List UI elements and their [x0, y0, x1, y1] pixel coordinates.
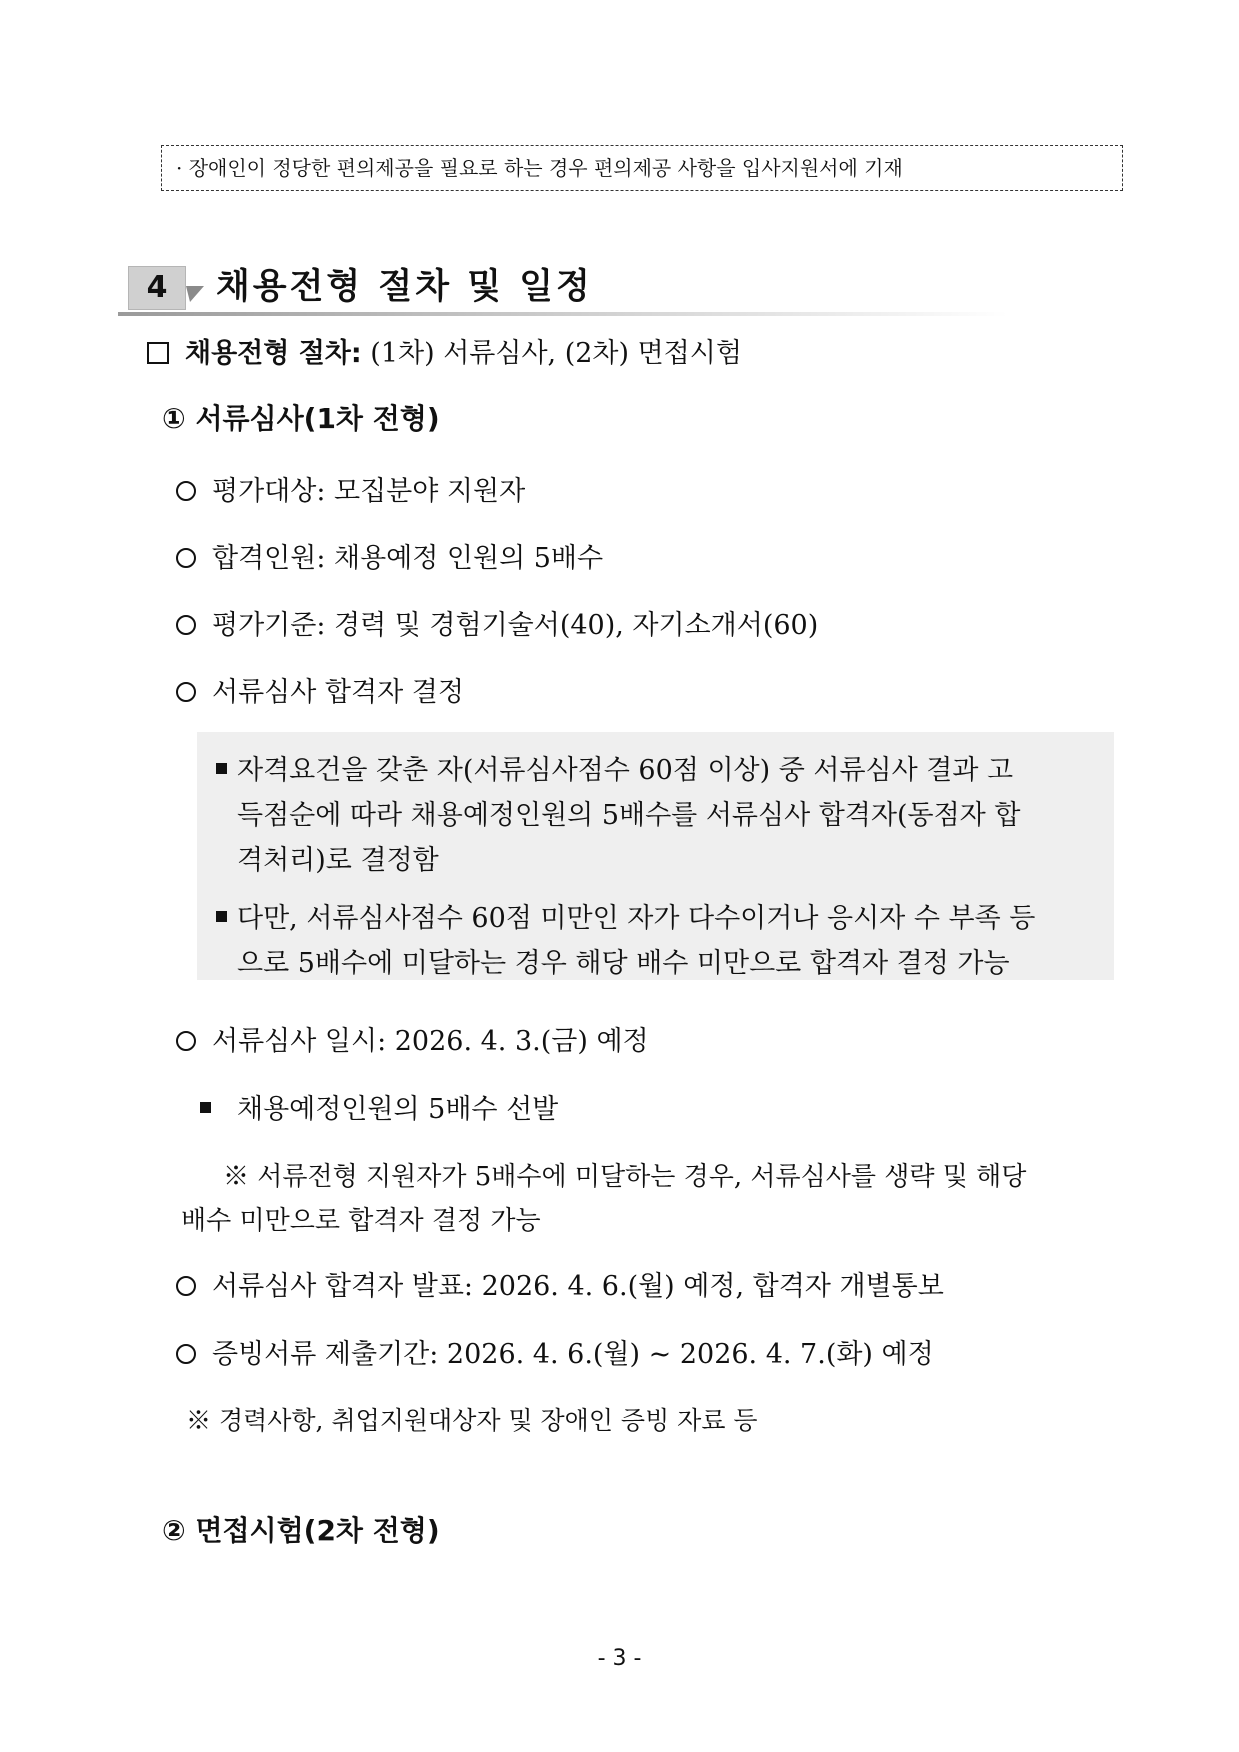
circle-bullet-icon — [176, 682, 196, 702]
list-item-text: 서류심사 일시: 2026. 4. 3.(금) 예정 — [212, 1026, 649, 1057]
list-item-text: 증빙서류 제출기간: 2026. 4. 6.(월) ~ 2026. 4. 7.(화) 예정 — [212, 1339, 934, 1370]
list-item — [176, 1025, 649, 1059]
decision-note-line: 격처리)로 결정함 — [237, 845, 439, 876]
list-item-text: 평가대상: 모집분야 지원자 — [212, 476, 526, 507]
square-bullet-icon — [216, 911, 227, 922]
section-title: 채용전형 절차 및 일정 — [216, 267, 593, 307]
page-number: - 3 - — [597, 1646, 642, 1671]
circle-bullet-icon — [176, 1344, 196, 1364]
circle-bullet-icon — [176, 615, 196, 635]
list-item-text: 서류심사 합격자 결정 — [212, 677, 464, 708]
list-item-text: 평가기준: 경력 및 경험기술서(40), 자기소개서(60) — [212, 610, 819, 641]
decision-note-line: 득점순에 따라 채용예정인원의 5배수를 서류심사 합격자(동점자 합 — [237, 800, 1021, 831]
selection-text: 채용예정인원의 5배수 선발 — [237, 1094, 559, 1125]
list-item — [176, 542, 603, 576]
section-number: 4 — [128, 266, 186, 310]
list-item-text: 합격인원: 채용예정 인원의 5배수 — [212, 543, 604, 574]
list-item — [176, 1338, 934, 1372]
circle-bullet-icon — [176, 1276, 196, 1296]
list-item — [176, 676, 464, 710]
circle-bullet-icon — [176, 548, 196, 568]
circle-bullet-icon — [176, 1031, 196, 1051]
selection-line — [200, 1093, 558, 1127]
decision-note-text: 자격요건을 갖춘 자(서류심사점수 60점 이상) 중 서류심사 결과 고 — [237, 755, 1014, 786]
decision-note-line: 으로 5배수에 미달하는 경우 해당 배수 미만으로 합격자 결정 가능 — [237, 948, 1010, 979]
procedure-label: 채용전형 절차: — [185, 338, 362, 369]
documents-note: ※ 경력사항, 취업지원대상자 및 장애인 증빙 자료 등 — [186, 1406, 758, 1435]
decision-note-line — [216, 754, 1013, 788]
checkbox-square-icon — [147, 342, 169, 364]
decision-note-text: 다만, 서류심사점수 60점 미만인 자가 다수이거나 응시자 수 부족 등 — [237, 903, 1036, 934]
decision-note-line — [216, 902, 1035, 936]
list-item — [176, 1270, 944, 1304]
circle-bullet-icon — [176, 481, 196, 501]
list-item — [176, 475, 525, 509]
remark-line: 배수 미만으로 합격자 결정 가능 — [181, 1206, 541, 1236]
square-bullet-icon — [200, 1102, 211, 1113]
section-header — [118, 262, 1018, 318]
procedure-line — [147, 337, 742, 371]
stage1-heading: ① 서류심사(1차 전형) — [162, 402, 440, 435]
section-arrow-icon — [184, 282, 206, 304]
decision-notes-box — [197, 732, 1114, 980]
procedure-text: (1차) 서류심사, (2차) 면접시험 — [361, 338, 742, 369]
square-bullet-icon — [216, 763, 227, 774]
accommodation-note-box — [161, 145, 1123, 191]
remark-line: ※ 서류전형 지원자가 5배수에 미달하는 경우, 서류심사를 생략 및 해당 — [223, 1162, 1027, 1192]
list-item-text: 서류심사 합격자 발표: 2026. 4. 6.(월) 예정, 합격자 개별통보 — [212, 1271, 944, 1302]
list-item — [176, 609, 818, 643]
accommodation-note-text: · 장애인이 정당한 편의제공을 필요로 하는 경우 편의제공 사항을 입사지원서에 기재 — [176, 156, 903, 180]
stage2-heading: ② 면접시험(2차 전형) — [162, 1514, 440, 1547]
